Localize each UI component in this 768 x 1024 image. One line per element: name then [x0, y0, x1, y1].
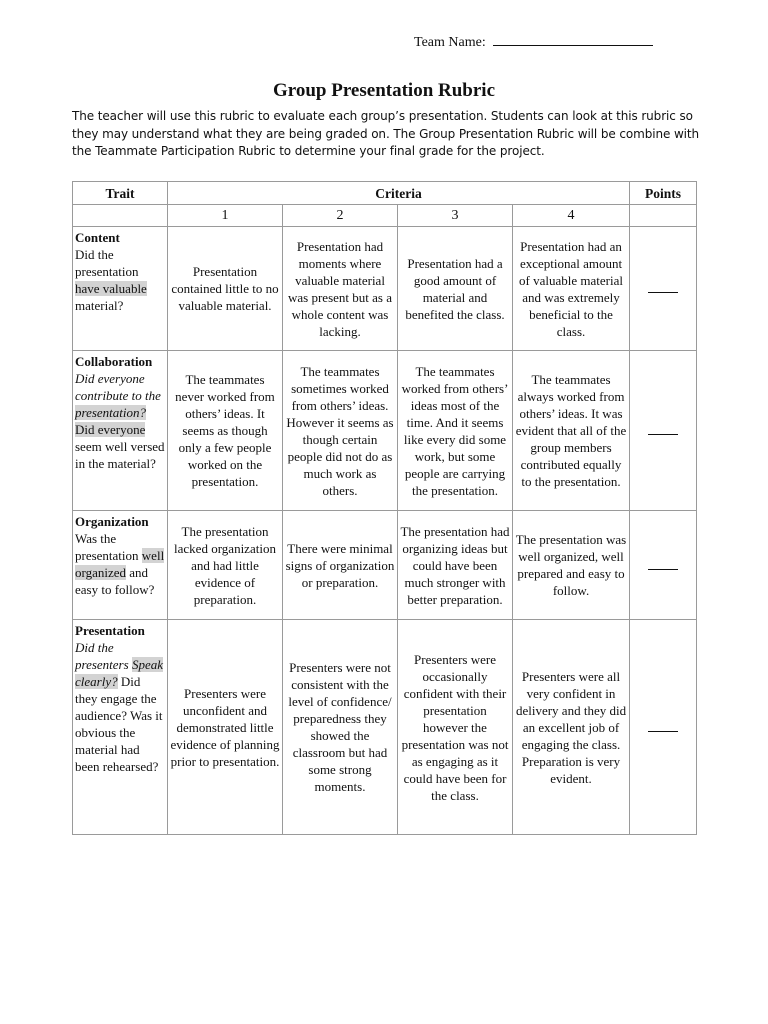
criteria-cell: The teammates always worked from others’ ideas. It was evident that all of the group members contributed equally to the presentation.	[513, 351, 630, 511]
level-points-cell	[630, 205, 697, 227]
page-title: Group Presentation Rubric	[272, 80, 496, 101]
level-4: 4	[513, 205, 630, 227]
header-points: Points	[630, 182, 697, 205]
trait-name: Collaboration	[75, 354, 153, 369]
criteria-cell: Presentation contained little to no valuable material.	[168, 227, 283, 351]
criteria-cell: Presentation had moments where valuable material was present but as a whole content was lacking.	[283, 227, 398, 351]
criteria-cell: The teammates sometimes worked from others’ ideas. However it seems as though certain people did not do as much work as others.	[283, 351, 398, 511]
points-cell[interactable]	[630, 351, 697, 511]
team-name-line	[414, 33, 653, 51]
header-row	[73, 182, 697, 205]
header-criteria: Criteria	[168, 182, 630, 205]
question-fragment: Did the presentation	[75, 247, 139, 279]
team-name-label: Team Name:	[414, 35, 486, 50]
question-fragment: seem well versed in the material?	[75, 439, 165, 471]
question-fragment: Was the presentation	[75, 531, 142, 563]
points-cell[interactable]	[630, 511, 697, 620]
criteria-cell: Presenters were all very confident in delivery and they did an excellent job of engaging the class. Preparation is very evident.	[513, 620, 630, 835]
criteria-cell: Presenters were occasionally confident with their presentation however the presentation was not as engaging as it could have been for the class.	[398, 620, 513, 835]
level-empty-cell	[73, 205, 168, 227]
criteria-cell: The teammates never worked from others’ ideas. It seems as though only a few people worked on the presentation.	[168, 351, 283, 511]
trait-cell	[73, 620, 168, 835]
points-blank[interactable]	[648, 569, 678, 570]
criteria-cell: Presentation had an exceptional amount of valuable material and was extremely beneficial to the class.	[513, 227, 630, 351]
question-fragment: and easy to follow?	[75, 565, 155, 597]
criteria-cell: Presenters were not consistent with the level of confidence/ preparedness they showed the classroom but had some strong moments.	[283, 620, 398, 835]
question-fragment: have valuable	[75, 281, 147, 296]
intro-paragraph: The teacher will use this rubric to evaluate each group’s presentation. Students can look at this rubric so they may understand what they are being graded on. The Group Presentation Rubric will be combine with the Teammate Participation Rubric to determine your final grade for the project.	[72, 109, 700, 158]
level-3: 3	[398, 205, 513, 227]
level-2: 2	[283, 205, 398, 227]
points-cell[interactable]	[630, 227, 697, 351]
trait-name: Content	[75, 230, 120, 245]
header-trait: Trait	[73, 182, 168, 205]
level-row	[73, 205, 697, 227]
trait-cell	[73, 511, 168, 620]
team-name-blank[interactable]	[493, 33, 653, 46]
points-blank[interactable]	[648, 292, 678, 293]
question-fragment: presentation?	[75, 405, 147, 420]
rubric-table	[72, 181, 697, 835]
criteria-cell: There were minimal signs of organization or preparation.	[283, 511, 398, 620]
question-fragment: material?	[75, 298, 124, 313]
criteria-cell: The presentation lacked organization and had little evidence of preparation.	[168, 511, 283, 620]
points-blank[interactable]	[648, 434, 678, 435]
trait-name: Presentation	[75, 623, 145, 638]
question-fragment: Did they engage the audience? Was it obvious the material had been rehearsed?	[75, 674, 163, 774]
trait-question	[75, 530, 165, 598]
question-fragment: Did everyone	[75, 422, 146, 437]
points-blank[interactable]	[648, 731, 678, 732]
question-fragment: Speak clearly?	[75, 657, 163, 689]
trait-cell	[73, 351, 168, 511]
criteria-cell: The presentation had organizing ideas but could have been much stronger with better preparation.	[398, 511, 513, 620]
question-fragment: Did the presenters	[75, 640, 132, 672]
table-row	[73, 511, 697, 620]
question-fragment: well organized	[75, 548, 165, 580]
table-row	[73, 351, 697, 511]
criteria-cell: Presenters were unconfident and demonstrated little evidence of planning prior to presentation.	[168, 620, 283, 835]
trait-name: Organization	[75, 514, 149, 529]
level-1: 1	[168, 205, 283, 227]
criteria-cell: The presentation was well organized, well prepared and easy to follow.	[513, 511, 630, 620]
trait-question	[75, 639, 165, 775]
trait-question	[75, 370, 165, 472]
points-cell[interactable]	[630, 620, 697, 835]
table-row	[73, 227, 697, 351]
table-row	[73, 620, 697, 835]
trait-question	[75, 246, 165, 314]
trait-cell	[73, 227, 168, 351]
criteria-cell: Presentation had a good amount of material and benefited the class.	[398, 227, 513, 351]
question-fragment: Did everyone contribute to the	[75, 371, 161, 403]
criteria-cell: The teammates worked from others’ ideas most of the time. And it seems like every did some work, but some people are carrying the presentation.	[398, 351, 513, 511]
